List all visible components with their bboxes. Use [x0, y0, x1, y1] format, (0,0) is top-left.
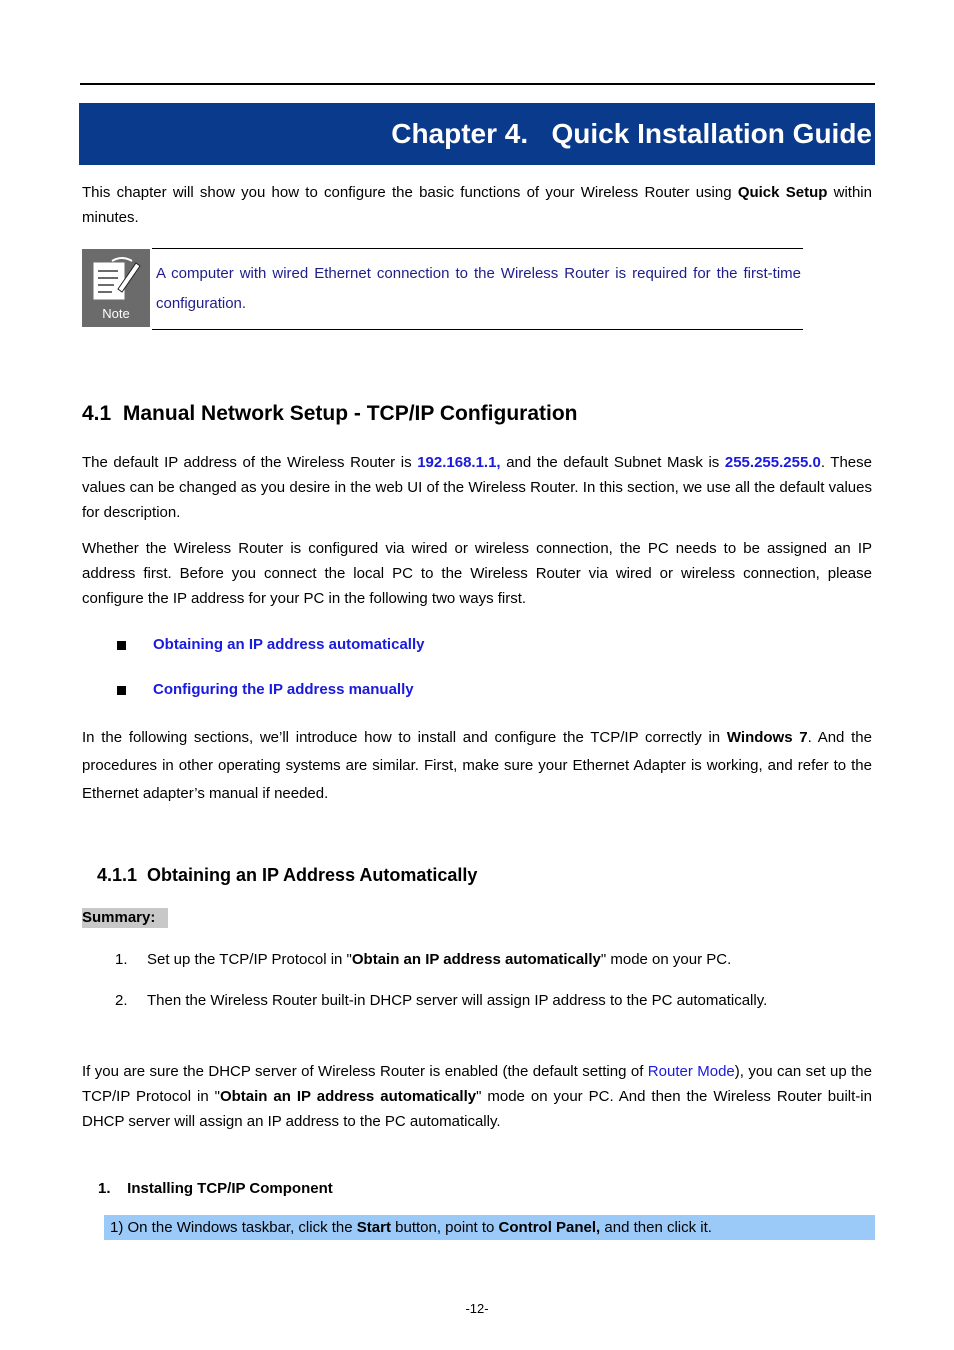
task-text-a: 1) On the Windows taskbar, click the — [110, 1219, 357, 1236]
section-heading-4-1: 4.1 Manual Network Setup - TCP/IP Configuration — [82, 402, 578, 425]
chapter-number: Chapter 4. — [391, 118, 529, 149]
p4-text-a: If you are sure the DHCP server of Wireless Router is enabled (the default setting of — [82, 1063, 648, 1080]
page-number: -12- — [465, 1301, 489, 1316]
section-heading-4-1-1: 4.1.1 Obtaining an IP Address Automatically — [97, 865, 478, 885]
paragraph-dhcp — [82, 1059, 872, 1134]
note-rule-bottom — [152, 329, 803, 330]
p1-text-b: and the default Subnet Mask is — [500, 454, 725, 471]
note-text: A computer with wired Ethernet connection to the Wireless Router is required for the first-time configuration. — [156, 265, 801, 312]
bullet-square-icon — [117, 686, 126, 695]
step-text — [147, 951, 731, 968]
step1-a: Set up the TCP/IP Protocol in " — [147, 951, 352, 968]
summary-label: Summary: — [82, 908, 168, 928]
step-number: 2. — [115, 992, 128, 1009]
top-rule — [80, 83, 875, 85]
chapter-title: Quick Installation Guide — [551, 118, 872, 149]
task-text-c: and then click it. — [600, 1219, 712, 1236]
task-text-b: button, point to — [390, 1219, 499, 1236]
router-mode-link[interactable]: Router Mode — [647, 1063, 735, 1080]
chapter-banner — [79, 103, 875, 165]
p3-text-a: In the following sections, we’ll introduce how to install and configure the TCP/IP correctly in — [82, 729, 727, 746]
step1-bold: Obtain an IP address automatically — [351, 951, 601, 968]
step-number: 1. — [115, 951, 128, 968]
bullet-link-manual[interactable]: Configuring the IP address manually — [153, 681, 414, 698]
intro-bold: Quick Setup — [737, 184, 828, 201]
p1-text-c: . These values can be changed as you desire in the web UI of the Wireless Router. In this section, we use all the default values for description. — [82, 454, 872, 521]
subheading-installing-tcpip: 1. Installing TCP/IP Component — [98, 1180, 333, 1197]
subnet-mask-value: 255.255.255.0 — [724, 454, 821, 471]
bullet-square-icon — [117, 641, 126, 650]
paragraph-default-ip — [82, 450, 872, 525]
intro-text: This chapter will show you how to configure the basic functions of your Wireless Router using — [82, 184, 738, 201]
note-icon — [82, 249, 150, 327]
p1-text-a: The default IP address of the Wireless Router is — [82, 454, 418, 471]
intro-paragraph — [82, 180, 872, 230]
bullet-link-auto[interactable]: Obtaining an IP address automatically — [153, 636, 425, 653]
intro-text-end: within minutes. — [82, 184, 872, 226]
p4-text-c: " mode on your PC. And then the Wireless Router built-in DHCP server will assign an IP address to the PC automatically. — [82, 1088, 872, 1130]
note-rule-top — [152, 248, 803, 249]
step1-b: " mode on your PC. — [600, 951, 732, 968]
note-label: Note — [102, 306, 130, 321]
step2-a: Then the Wireless Router built-in DHCP server will assign IP address to the PC automatically. — [147, 992, 768, 1009]
paragraph-windows7 — [82, 724, 872, 808]
step-text — [147, 992, 767, 1009]
task-step-highlight — [104, 1215, 875, 1240]
windows7-bold: Windows 7 — [726, 729, 808, 746]
paragraph-assign-ip: Whether the Wireless Router is configured via wired or wireless connection, the PC needs to be assigned an IP address first. Before you connect the local PC to the Wireless Router via wired or wireless connection, please configure the IP address for your PC in the following two ways first. — [82, 540, 872, 607]
p4-text-b: ), you can set up the TCP/IP Protocol in " — [82, 1063, 872, 1105]
p4-bold: Obtain an IP address automatically — [219, 1088, 477, 1105]
task-start-bold: Start — [356, 1219, 391, 1236]
task-control-panel-bold: Control Panel, — [498, 1219, 601, 1236]
default-ip-value: 192.168.1.1, — [417, 454, 501, 471]
p3-text-b: . And the procedures in other operating systems are similar. First, make sure your Ethernet Adapter is working, and refer to the Ethernet adapter’s manual if needed. — [82, 729, 872, 802]
